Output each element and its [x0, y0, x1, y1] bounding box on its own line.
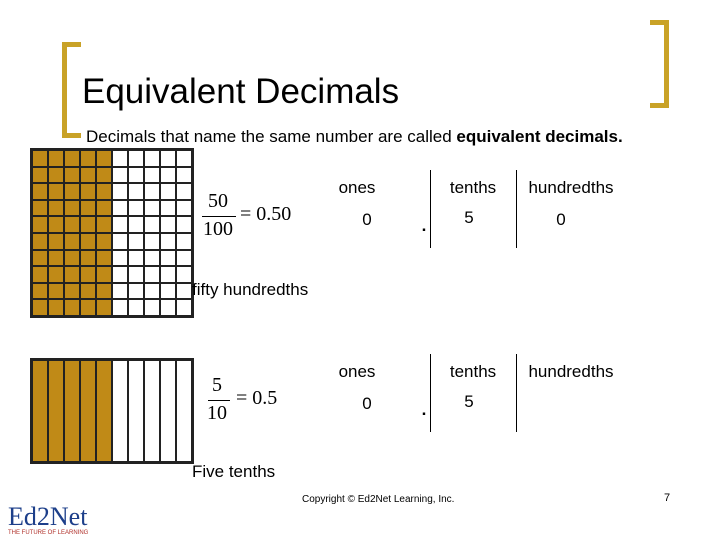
grid-square [112, 183, 128, 200]
tenth-strip [80, 360, 96, 462]
grid-square [48, 216, 64, 233]
grid-square [112, 167, 128, 184]
grid-square [144, 167, 160, 184]
place-value-table-2 [320, 354, 660, 434]
grid-square [96, 299, 112, 316]
grid-square [64, 183, 80, 200]
grid-square [96, 150, 112, 167]
grid-square [160, 216, 176, 233]
grid-square [176, 200, 192, 217]
grid-square [96, 233, 112, 250]
grid-square [176, 250, 192, 267]
header-tenths: tenths [449, 178, 497, 197]
grid-square [144, 283, 160, 300]
tenth-strip [96, 360, 112, 462]
grid-square [32, 266, 48, 283]
header-hundredths: hundredths [528, 178, 614, 197]
grid-square [128, 266, 144, 283]
grid-square [32, 250, 48, 267]
fraction-denominator: 100 [203, 218, 233, 240]
grid-square [176, 283, 192, 300]
grid-square [160, 167, 176, 184]
grid-square [176, 233, 192, 250]
grid-square [160, 299, 176, 316]
grid-square [32, 299, 48, 316]
grid-square [128, 250, 144, 267]
grid-square [128, 233, 144, 250]
grid-square [160, 183, 176, 200]
fraction-equals-value: = 0.5 [236, 387, 278, 409]
grid-square [96, 250, 112, 267]
grid-square [128, 216, 144, 233]
digit-hundredths: 0 [556, 210, 566, 229]
grid-square [64, 250, 80, 267]
grid-square [48, 183, 64, 200]
tenth-strip [176, 360, 192, 462]
grid-square [96, 183, 112, 200]
fraction-denominator: 10 [207, 402, 227, 424]
slide-subtitle [86, 126, 623, 148]
grid-square [48, 200, 64, 217]
logo-name: Ed2Net [8, 502, 88, 531]
digit-tenths: 5 [464, 392, 474, 411]
grid-square [32, 183, 48, 200]
grid-square [160, 150, 176, 167]
tenth-strip [32, 360, 48, 462]
slide-title: Equivalent Decimals [82, 72, 400, 111]
page-number: 7 [664, 492, 671, 504]
grid-square [96, 167, 112, 184]
decimal-point: . [421, 216, 427, 235]
tenth-strip [112, 360, 128, 462]
grid-square [128, 167, 144, 184]
grid-square [112, 200, 128, 217]
tenth-strip [48, 360, 64, 462]
tenth-strip [144, 360, 160, 462]
fraction-50-100 [200, 190, 320, 246]
place-value-table-1 [320, 170, 660, 250]
grid-square [80, 299, 96, 316]
digit-ones: 0 [362, 394, 372, 413]
grid-square [80, 233, 96, 250]
logo-tagline: THE FUTURE OF LEARNING [8, 530, 89, 536]
grid-square [144, 250, 160, 267]
grid-square [176, 266, 192, 283]
grid-square [160, 283, 176, 300]
grid-square [144, 200, 160, 217]
digit-tenths: 5 [464, 208, 474, 227]
grid-square [80, 200, 96, 217]
grid-square [112, 266, 128, 283]
grid-square [144, 299, 160, 316]
grid-square [80, 266, 96, 283]
grid-square [80, 250, 96, 267]
grid-square [112, 283, 128, 300]
grid-square [160, 266, 176, 283]
grid-square [160, 250, 176, 267]
grid-square [48, 299, 64, 316]
grid-square [112, 250, 128, 267]
grid-square [64, 200, 80, 217]
fraction-bar [208, 400, 230, 401]
header-hundredths: hundredths [528, 362, 614, 381]
grid-square [32, 167, 48, 184]
subtitle-text: Decimals that name the same number are called [86, 127, 457, 146]
grid-square [128, 150, 144, 167]
grid-square [176, 167, 192, 184]
fraction-bar [202, 216, 236, 217]
grid-square [160, 200, 176, 217]
grid-square [48, 250, 64, 267]
grid-square [112, 233, 128, 250]
grid-square [80, 216, 96, 233]
grid-square [80, 150, 96, 167]
grid-square [160, 233, 176, 250]
header-tenths: tenths [449, 362, 497, 381]
fraction-numerator: 50 [208, 190, 228, 212]
grid-square [80, 283, 96, 300]
grid-square [48, 150, 64, 167]
grid-square [32, 216, 48, 233]
grid-square [48, 167, 64, 184]
digit-ones: 0 [362, 210, 372, 229]
hundredths-grid [30, 148, 194, 318]
grid-square [176, 150, 192, 167]
grid-square [128, 299, 144, 316]
subtitle-bold-text: equivalent decimals. [456, 127, 623, 146]
header-ones: ones [338, 362, 376, 381]
grid-square [112, 150, 128, 167]
caption-fifty-hundredths: fifty hundredths [192, 280, 309, 299]
grid-square [80, 167, 96, 184]
grid-square [48, 266, 64, 283]
grid-square [64, 266, 80, 283]
tenth-strip [128, 360, 144, 462]
grid-square [32, 233, 48, 250]
copyright-footer: Copyright © Ed2Net Learning, Inc. [302, 494, 455, 505]
grid-square [144, 183, 160, 200]
grid-square [144, 233, 160, 250]
grid-square [112, 299, 128, 316]
header-ones: ones [338, 178, 376, 197]
grid-square [64, 233, 80, 250]
left-bracket-decoration [62, 42, 81, 138]
grid-square [64, 150, 80, 167]
grid-square [64, 299, 80, 316]
grid-square [80, 183, 96, 200]
grid-square [96, 266, 112, 283]
grid-square [176, 216, 192, 233]
grid-square [48, 283, 64, 300]
tenth-strip [160, 360, 176, 462]
grid-square [128, 283, 144, 300]
grid-square [32, 150, 48, 167]
tenth-strip [64, 360, 80, 462]
grid-square [144, 216, 160, 233]
decimal-point: . [421, 400, 427, 419]
grid-square [96, 200, 112, 217]
grid-square [112, 216, 128, 233]
grid-square [128, 183, 144, 200]
caption-five-tenths: Five tenths [192, 462, 276, 481]
fraction-5-10 [206, 374, 306, 430]
ed2net-logo [6, 500, 98, 538]
grid-square [64, 283, 80, 300]
grid-square [32, 200, 48, 217]
grid-square [64, 167, 80, 184]
grid-square [48, 233, 64, 250]
fraction-numerator: 5 [212, 374, 222, 396]
fraction-equals-value: = 0.50 [240, 203, 292, 225]
grid-square [96, 216, 112, 233]
grid-square [64, 216, 80, 233]
grid-square [144, 266, 160, 283]
grid-square [176, 299, 192, 316]
tenths-strips [30, 358, 194, 464]
grid-square [32, 283, 48, 300]
grid-square [96, 283, 112, 300]
right-bracket-decoration [650, 20, 669, 108]
grid-square [176, 183, 192, 200]
grid-square [128, 200, 144, 217]
grid-square [144, 150, 160, 167]
